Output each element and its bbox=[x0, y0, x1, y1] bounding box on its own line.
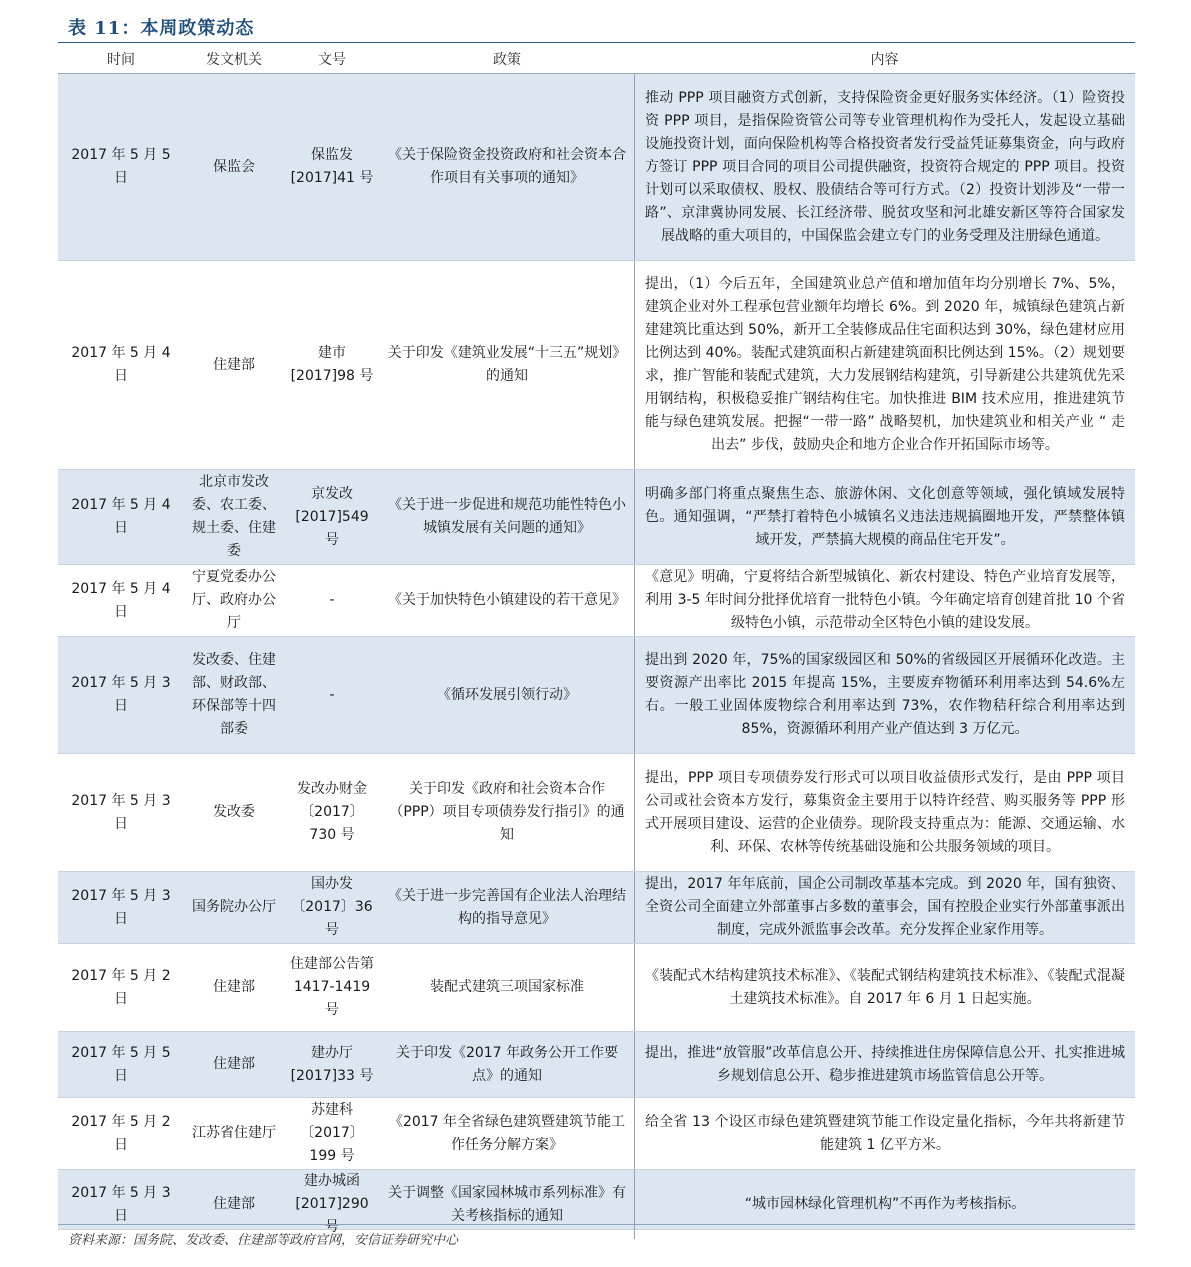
cell-date: 2017 年 5 月 3 日 bbox=[71, 675, 171, 714]
cell-doc-no: 建市[2017]98 号 bbox=[290, 345, 374, 384]
cell-doc-no: 保监发[2017]41 号 bbox=[290, 147, 374, 186]
cell-doc-no: - bbox=[329, 686, 335, 703]
header-content: 内容 bbox=[870, 51, 899, 68]
table-row bbox=[58, 565, 1135, 637]
table-row bbox=[58, 872, 1135, 944]
cell-content bbox=[634, 872, 1135, 943]
cell-doc-no: 国办发〔2017〕36 号 bbox=[291, 876, 373, 938]
table-row bbox=[58, 1032, 1135, 1098]
content-text: 提出，（1）今后五年，全国建筑业总产值和增加值年均分别增长 7%、5%，建筑企业对外工程承包营业额年均增长 6%。到 2020 年，城镇绿色建筑占新建建筑比重达到 50%，新开工全装修成品住宅面积达到 30%，绿色建材应用比例达到 40%。装配式建筑面积占新建建筑面积比例达到 15%。（2）规划要求，推广智能和装配式建筑，大力发展钢结构建筑，引导新建公共建筑优先采用钢结构，积极稳妥推广钢结构住宅。加快推进 BIM 技术应用，推进建筑节能与绿色建筑发展。把握“一带一路” 战略契机，加快建筑业和相关产业 “ 走出去” 步伐，鼓励央企和地方企业合作开拓国际市场等。 bbox=[645, 276, 1125, 453]
source-note: 资料来源：国务院、发改委、住建部等政府官网，安信证券研究中心 bbox=[68, 1233, 459, 1248]
cell-content bbox=[634, 754, 1135, 871]
table-title: 表 11：本周政策动态 bbox=[68, 18, 255, 39]
cell-agency: 发改委、住建部、财政部、环保部等十四部委 bbox=[192, 652, 276, 737]
table-row bbox=[58, 1170, 1135, 1235]
content-text: 《装配式木结构建筑技术标准》、《装配式钢结构建筑技术标准》、《装配式混凝土建筑技术标准》。自 2017 年 6 月 1 日起实施。 bbox=[645, 967, 1125, 1007]
cell-content bbox=[634, 1170, 1135, 1239]
table-row bbox=[58, 261, 1135, 470]
cell-policy: 关于调整《国家园林城市系列标准》有关考核指标的通知 bbox=[388, 1184, 626, 1224]
table-header bbox=[58, 44, 1135, 74]
cell-content bbox=[634, 565, 1135, 636]
cell-policy: 《关于加快特色小镇建设的若干意见》 bbox=[388, 592, 626, 608]
cell-policy: 关于印发《政府和社会资本合作（PPP）项目专项债券发行指引》的通知 bbox=[389, 781, 625, 843]
cell-content bbox=[634, 74, 1135, 260]
header-agency: 发文机关 bbox=[206, 51, 262, 68]
cell-policy: 《关于进一步促进和规范功能性特色小城镇发展有关问题的通知》 bbox=[388, 497, 626, 536]
table-row bbox=[58, 1098, 1135, 1170]
cell-date: 2017 年 5 月 4 日 bbox=[71, 345, 171, 384]
table-row bbox=[58, 74, 1135, 261]
content-text: “城市园林绿化管理机构”不再作为考核指标。 bbox=[744, 1196, 1026, 1212]
cell-doc-no: 京发改[2017]549 号 bbox=[295, 485, 369, 548]
cell-date: 2017 年 5 月 3 日 bbox=[71, 792, 171, 832]
cell-agency: 宁夏党委办公厅、政府办公厅 bbox=[192, 569, 276, 631]
cell-doc-no: 住建部公告第 1417-1419 号 bbox=[290, 956, 374, 1018]
content-text: 明确多部门将重点聚焦生态、旅游休闲、文化创意等领域，强化镇域发展特色。通知强调，“严禁打着特色小城镇名义违法违规搞圈地开发，严禁整体镇域开发，严禁搞大规模的商品住宅开发”。 bbox=[645, 485, 1125, 548]
cell-agency: 住建部 bbox=[213, 1056, 255, 1072]
cell-policy: 《关于保险资金投资政府和社会资本合作项目有关事项的通知》 bbox=[388, 147, 626, 186]
cell-content bbox=[634, 944, 1135, 1031]
cell-policy: 《循环发展引领行动》 bbox=[437, 686, 577, 703]
table-row bbox=[58, 470, 1135, 565]
content-text: 推动 PPP 项目融资方式创新，支持保险资金更好服务实体经济。（1）险资投资 PPP 项目，是指保险资管公司等专业管理机构作为受托人，发起设立基础设施投资计划，面向保险机构等合格投资者发行受益凭证募集资金，向与政府方签订 PPP 项目合同的项目公司提供融资，投资符合规定的 PPP 项目。投资计划可以采取债权、股权、股债结合等可行方式。（2）投资计划涉及“一带一路”、京津冀协同发展、长江经济带、脱贫攻坚和河北雄安新区等符合国家发展战略的重大项目的，中国保监会建立专门的业务受理及注册绿色通道。 bbox=[645, 89, 1125, 244]
cell-policy: 装配式建筑三项国家标准 bbox=[430, 979, 584, 995]
cell-date: 2017 年 5 月 4 日 bbox=[71, 497, 171, 536]
cell-agency: 江苏省住建厅 bbox=[192, 1125, 276, 1141]
header-date: 时间 bbox=[107, 51, 135, 68]
content-text: 给全省 13 个设区市绿色建筑暨建筑节能工作设定量化指标，今年共将新建节能建筑 1 亿平方米。 bbox=[645, 1113, 1125, 1153]
table-row bbox=[58, 754, 1135, 872]
cell-content bbox=[634, 637, 1135, 753]
cell-policy: 关于印发《建筑业发展“十三五”规划》的通知 bbox=[387, 345, 627, 384]
cell-date: 2017 年 5 月 2 日 bbox=[71, 967, 171, 1007]
cell-date: 2017 年 5 月 2 日 bbox=[71, 1113, 171, 1153]
header-doc-no: 文号 bbox=[318, 51, 346, 68]
content-text: 提出，推进“放管服”改革信息公开、持续推进住房保障信息公开、扎实推进城乡规划信息公开、稳步推进建筑市场监管信息公开等。 bbox=[645, 1044, 1125, 1084]
content-text: 《意见》明确，宁夏将结合新型城镇化、新农村建设、特色产业培育发展等，利用 3-5 年时间分批择优培育一批特色小镇。今年确定培育创建首批 10 个省级特色小镇，示范带动全区特色小镇的建设发展。 bbox=[645, 569, 1125, 631]
policy-table bbox=[58, 44, 1135, 1235]
cell-content bbox=[634, 261, 1135, 469]
cell-doc-no: 建办城函[2017]290 号 bbox=[295, 1173, 369, 1235]
cell-content bbox=[634, 1098, 1135, 1169]
cell-content bbox=[634, 1032, 1135, 1097]
cell-doc-no: - bbox=[329, 592, 335, 608]
content-text: 提出，PPP 项目专项债券发行形式可以项目收益债形式发行，是由 PPP 项目公司或社会资本方发行，募集资金主要用于以特许经营、购买服务等 PPP 形式开展项目建设、运营的企业债券。现阶段支持重点为：能源、交通运输、水利、环保、农林等传统基础设施和公共服务领域的项目。 bbox=[645, 769, 1125, 855]
cell-agency: 住建部 bbox=[213, 979, 255, 995]
cell-agency: 住建部 bbox=[213, 356, 255, 373]
cell-agency: 发改委 bbox=[213, 804, 255, 820]
bottom-rule bbox=[58, 1224, 1135, 1225]
table-row bbox=[58, 637, 1135, 754]
top-rule bbox=[58, 42, 1135, 43]
cell-date: 2017 年 5 月 5 日 bbox=[71, 147, 171, 186]
content-text: 提出，2017 年年底前，国企公司制改革基本完成。到 2020 年，国有独资、全资公司全面建立外部董事占多数的董事会，国有控股企业实行外部董事派出制度，完成外派监事会改革。充分发挥企业家作用等。 bbox=[645, 876, 1125, 938]
cell-doc-no: 发改办财金〔2017〕730 号 bbox=[297, 781, 367, 843]
cell-doc-no: 建办厅[2017]33 号 bbox=[290, 1044, 374, 1084]
header-policy: 政策 bbox=[493, 51, 521, 68]
cell-policy: 《关于进一步完善国有企业法人治理结构的指导意见》 bbox=[388, 887, 626, 927]
table-row bbox=[58, 944, 1135, 1032]
content-text: 提出到 2020 年，75%的国家级园区和 50%的省级园区开展循环化改造。主要资源产出率比 2015 年提高 15%，主要废弃物循环利用率达到 54.6%左右。一般工业固体废物综合利用率达到 73%，农作物秸秆综合利用率达到 85%，资源循环利用产业产值达到 3 万亿元。 bbox=[645, 652, 1125, 737]
cell-policy: 《2017 年全省绿色建筑暨建筑节能工作任务分解方案》 bbox=[388, 1113, 626, 1153]
cell-agency: 北京市发改委、农工委、规土委、住建委 bbox=[192, 474, 276, 559]
cell-date: 2017 年 5 月 3 日 bbox=[71, 1184, 171, 1224]
cell-agency: 保监会 bbox=[213, 158, 255, 175]
cell-content bbox=[634, 470, 1135, 564]
cell-doc-no: 苏建科〔2017〕199 号 bbox=[300, 1102, 364, 1164]
cell-date: 2017 年 5 月 5 日 bbox=[71, 1044, 171, 1084]
cell-agency: 住建部 bbox=[213, 1196, 255, 1212]
cell-policy: 关于印发《2017 年政务公开工作要点》的通知 bbox=[395, 1044, 619, 1084]
cell-date: 2017 年 5 月 3 日 bbox=[71, 887, 171, 927]
cell-date: 2017 年 5 月 4 日 bbox=[71, 580, 171, 620]
cell-agency: 国务院办公厅 bbox=[192, 899, 276, 915]
